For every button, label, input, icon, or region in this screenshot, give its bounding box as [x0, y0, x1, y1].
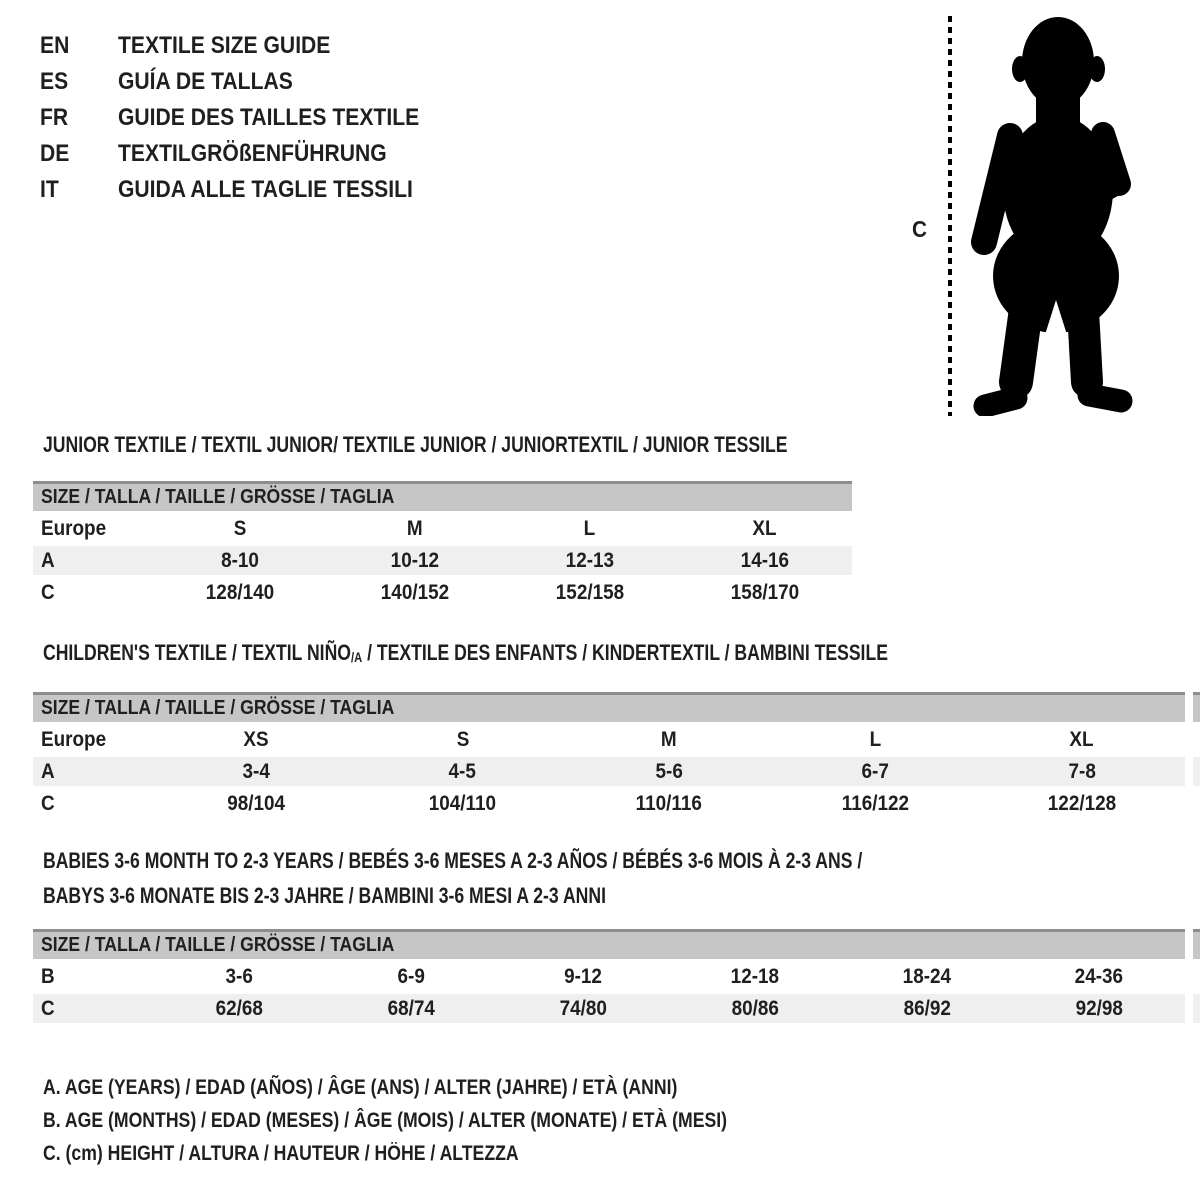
table-cell: 4-5 [448, 759, 477, 783]
row-label: A [41, 548, 55, 572]
table-cell: 9-12 [564, 964, 602, 988]
language-row [40, 28, 460, 64]
table-cell: M [407, 516, 423, 540]
table-cell: 116/122 [841, 791, 910, 815]
guide-title-es: GUÍA DE TALLAS [118, 68, 293, 95]
table-cell: 74/80 [559, 996, 607, 1020]
babies-title-line1: BABIES 3-6 MONTH TO 2-3 YEARS / BEBÉS 3-6 MESES A 2-3 AÑOS / BÉBÉS 3-6 MOIS À 2-3 ANS / [43, 848, 863, 873]
row-label: Europe [41, 727, 107, 751]
table-cell: 6-7 [861, 759, 890, 783]
junior-section-title-text: JUNIOR TEXTILE / TEXTIL JUNIOR/ TEXTILE JUNIOR / JUNIORTEXTIL / JUNIOR TESSILE [43, 432, 788, 457]
table-edge-fragment [1193, 929, 1200, 959]
language-row [40, 172, 460, 208]
babies-title-line2: BABYS 3-6 MONATE BIS 2-3 JAHRE / BAMBINI 3-6 MESI A 2-3 ANNI [43, 883, 606, 908]
language-code: EN [40, 32, 70, 59]
language-code: ES [40, 68, 69, 95]
size-header-text: SIZE / TALLA / TAILLE / GRÖSSE / TAGLIA [41, 486, 395, 508]
table-cell: 158/170 [730, 580, 799, 604]
table-cell: M [661, 727, 677, 751]
height-measure-dashed-line [948, 16, 952, 416]
table-row [33, 757, 1185, 786]
table-cell: 6-9 [397, 964, 425, 988]
table-row [33, 786, 1185, 821]
table-cell: 7-8 [1068, 759, 1096, 783]
table-cell: 152/158 [555, 580, 625, 604]
table-cell: XS [243, 727, 269, 751]
babies-table-rows [33, 959, 1185, 1023]
row-label: A [41, 759, 55, 783]
children-size-table [33, 692, 1185, 821]
language-row [40, 100, 460, 136]
table-cell: 10-12 [390, 548, 440, 572]
legend-line-c: C. (cm) HEIGHT / ALTURA / HAUTEUR / HÖHE / ALTEZZA [43, 1142, 519, 1165]
nino-a-subscript: /A [350, 649, 363, 665]
table-cell: 5-6 [655, 759, 683, 783]
toddler-silhouette-image [963, 14, 1135, 416]
table-cell: 122/128 [1047, 791, 1116, 815]
table-row [33, 546, 852, 575]
height-measure-label [912, 216, 929, 243]
table-cell: 24-36 [1074, 964, 1124, 988]
table-cell: S [456, 727, 469, 751]
table-cell: L [584, 516, 596, 540]
children-section-title-text: CHILDREN'S TEXTILE / TEXTIL NIÑO/A / TEXTILE DES ENFANTS / KINDERTEXTIL / BAMBINI TESSILE [43, 640, 888, 665]
guide-title-fr: GUIDE DES TAILLES TEXTILE [118, 104, 420, 131]
guide-title-en: TEXTILE SIZE GUIDE [118, 32, 331, 59]
row-label: Europe [41, 516, 107, 540]
table-cell: L [869, 727, 882, 751]
size-header-bar [33, 481, 852, 511]
measurement-legend [43, 1072, 857, 1171]
guide-title-it: GUIDA ALLE TAGLIE TESSILI [118, 176, 413, 203]
table-cell: 62/68 [215, 996, 263, 1020]
table-cell: 86/92 [903, 996, 951, 1020]
table-cell: 92/98 [1075, 996, 1123, 1020]
language-code: DE [40, 140, 70, 167]
table-cell: 68/74 [387, 996, 435, 1020]
babies-section-title [43, 845, 1067, 915]
legend-line-b: B. AGE (MONTHS) / EDAD (MESES) / ÂGE (MOIS) / ALTER (MONATE) / ETÀ (MESI) [43, 1109, 728, 1132]
row-label: C [41, 580, 55, 604]
children-section-title [43, 640, 1099, 666]
table-cell: XL [752, 516, 777, 540]
table-cell: 12-13 [565, 548, 615, 572]
height-label-text: C [912, 216, 927, 242]
table-cell: 110/116 [635, 791, 703, 815]
row-label: C [41, 791, 55, 815]
table-edge-fragment [1193, 692, 1200, 722]
junior-size-table [33, 481, 852, 610]
size-header-text: SIZE / TALLA / TAILLE / GRÖSSE / TAGLIA [41, 697, 395, 719]
table-cell: XL [1069, 727, 1094, 751]
size-header-bar [33, 929, 1185, 959]
table-row [33, 575, 852, 610]
language-code: FR [40, 104, 69, 131]
row-label: C [41, 996, 55, 1020]
table-cell: 98/104 [227, 791, 286, 815]
table-cell: 12-18 [730, 964, 780, 988]
language-row [40, 136, 460, 172]
language-row [40, 64, 460, 100]
junior-table-rows [33, 511, 852, 610]
table-row [33, 511, 852, 546]
table-cell: 3-4 [242, 759, 270, 783]
row-label: B [41, 964, 55, 988]
table-cell: S [234, 516, 247, 540]
table-row [33, 959, 1185, 994]
size-header-bar [33, 692, 1185, 722]
babies-size-table [33, 929, 1185, 1023]
table-edge-fragment [1193, 994, 1200, 1023]
table-cell: 3-6 [225, 964, 253, 988]
table-edge-fragment [1193, 757, 1200, 786]
children-table-rows [33, 722, 1185, 821]
language-code: IT [40, 176, 59, 203]
table-cell: 14-16 [740, 548, 789, 572]
table-row [33, 994, 1185, 1023]
table-cell: 18-24 [902, 964, 952, 988]
table-row [33, 722, 1185, 757]
table-cell: 140/152 [380, 580, 450, 604]
table-cell: 80/86 [731, 996, 779, 1020]
language-title-list [40, 28, 460, 208]
guide-title-de: TEXTILGRÖßENFÜHRUNG [118, 140, 387, 167]
legend-line-a: A. AGE (YEARS) / EDAD (AÑOS) / ÂGE (ANS) / ALTER (JAHRE) / ETÀ (ANNI) [43, 1076, 678, 1099]
junior-section-title [43, 432, 974, 458]
table-cell: 128/140 [206, 580, 275, 604]
table-cell: 8-10 [221, 548, 260, 572]
size-header-text: SIZE / TALLA / TAILLE / GRÖSSE / TAGLIA [41, 934, 395, 956]
table-cell: 104/110 [428, 791, 497, 815]
